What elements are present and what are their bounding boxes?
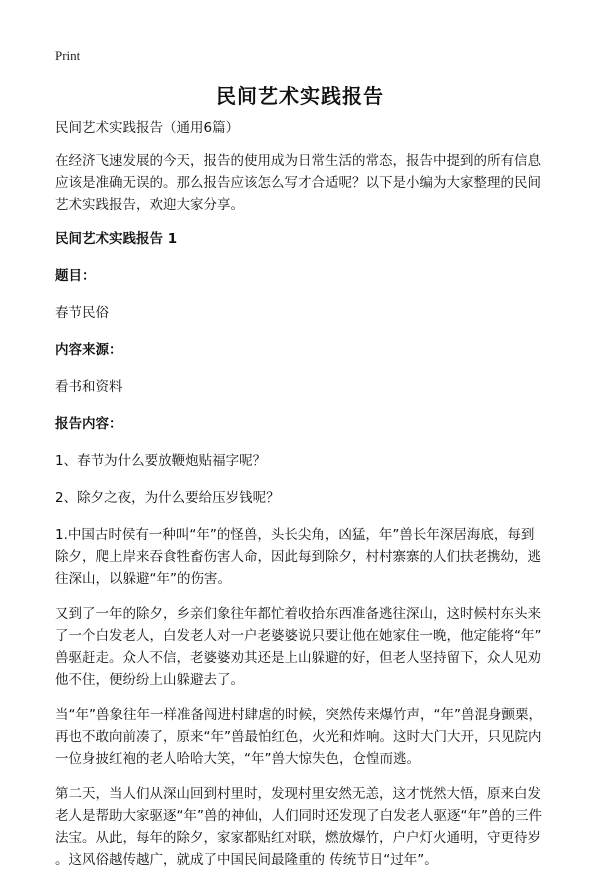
story-line: 除夕，爬上岸来吞食牲畜伤害人命，因此每到除夕，村村寨寨的人们扶老携幼，逃 xyxy=(55,549,541,565)
story-line: 他不住，便纷纷上山躲避去了。 xyxy=(55,672,244,688)
report-label: 报告内容： xyxy=(55,416,123,432)
story-line: 了一个白发老人，白发老人对一户老婆婆说只要让他在她家住一晚，他定能将“年” xyxy=(55,628,542,644)
story-line: 一位身披红袍的老人哈哈大笑，“年”兽大惊失色，仓惶而逃。 xyxy=(55,751,420,767)
intro-line: 在经济飞速发展的今天，报告的使用成为日常生活的常态，报告中提到的所有信息 xyxy=(55,153,541,169)
story-paragraph-2 xyxy=(55,603,547,691)
document-body xyxy=(55,117,547,884)
intro-paragraph xyxy=(55,150,547,216)
page-title: 民间艺术实践报告 xyxy=(216,84,384,108)
print-link[interactable]: Print xyxy=(55,48,81,63)
topic-value: 春节民俗 xyxy=(55,305,109,321)
story-line: 法宝。从此，每年的除夕，家家都贴红对联，燃放爆竹，户户灯火通明，守更待岁 xyxy=(55,830,541,846)
section-title: 民间艺术实践报告 1 xyxy=(55,231,178,247)
story-paragraph-4 xyxy=(55,783,547,871)
source-label: 内容来源： xyxy=(55,342,123,358)
story-line: 第二天，当人们从深山回到村里时，发现村里安然无恙，这才恍然大悟，原来白发 xyxy=(55,786,541,802)
subtitle: 民间艺术实践报告（通用6篇） xyxy=(55,120,240,136)
story-line: 又到了一年的除夕，乡亲们象往年都忙着收拾东西准备逃往深山，这时候村东头来 xyxy=(55,606,541,622)
topic-label: 题目： xyxy=(55,268,96,284)
story-paragraph-1 xyxy=(55,524,547,590)
story-line: 往深山，以躲避“年”的伤害。 xyxy=(55,571,231,587)
story-line: 再也不敢向前凑了，原来“年”兽最怕红色，火光和炸响。这时大门大开，只见院内 xyxy=(55,729,542,745)
story-line: 兽驱赶走。众人不信，老婆婆劝其还是上山躲避的好，但老人坚持留下，众人见劝 xyxy=(55,650,541,666)
question-2: 2、除夕之夜，为什么要给压岁钱呢？ xyxy=(55,490,280,506)
story-line: 老人是帮助大家驱逐“年”兽的神仙，人们同时还发现了白发老人驱逐“年”兽的三件 xyxy=(55,808,542,824)
source-value: 看书和资料 xyxy=(55,379,123,395)
story-line: 1.中国古时侯有一种叫“年”的怪兽，头长尖角，凶猛，年”兽长年深居海底，每到 xyxy=(55,527,535,543)
intro-line: 艺术实践报告，欢迎大家分享。 xyxy=(55,197,244,213)
story-line: 当“年”兽象往年一样准备闯进村肆虐的时候，突然传来爆竹声，“年”兽混身颤栗， xyxy=(55,707,542,723)
question-1: 1、春节为什么要放鞭炮贴福字呢？ xyxy=(55,453,267,469)
story-paragraph-3 xyxy=(55,704,547,770)
intro-line: 应该是准确无误的。那么报告应该怎么写才合适呢？以下是小编为大家整理的民间 xyxy=(55,175,541,191)
story-line: 。这风俗越传越广，就成了中国民间最隆重的 传统节日“过年”。 xyxy=(55,852,438,868)
